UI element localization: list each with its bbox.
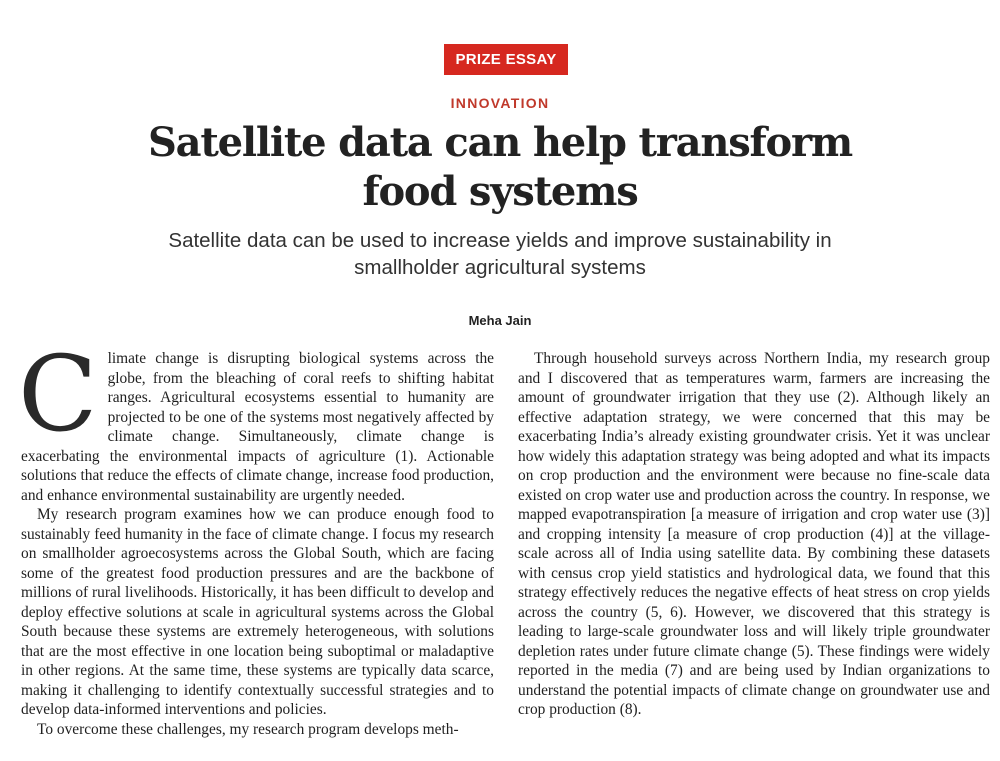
right-column	[518, 349, 990, 720]
paragraph-3: To overcome these challenges, my research program develops meth-	[37, 720, 459, 738]
paragraph-2: My research program examines how we can produce enough food to sustainably feed humanity in the face of climate change. I focus my research on smallholder agroecosystems across the Global South, which are facing some of the greatest food production pressures and are the backbone of millions of rural livelihoods. Historically, it has been difficult to develop and deploy effective solutions at scale in agricultural systems across the Global South because these systems are extremely heterogeneous, with solutions that are the most effective in one location being suboptimal or maladaptive in other regions. At the same time, these systems are typically data scarce, making it challenging to identify contextually successful strategies and to develop data-informed interventions and policies.	[21, 506, 494, 718]
paragraph-1-text: limate change is disrupting biological systems across the globe, from the bleaching of coral reefs to shifting habitat ranges. Agricultural ecosystems essential to humanity are projected to be one of the systems most negatively affected by climate change. Simultaneously, climate change is exacerbating the environmental impacts of agriculture (1). Actionable solutions that reduce the effects of climate change, increase food production, and enhance environmental sustainability are urgently needed.	[21, 350, 494, 504]
prize-essay-badge: PRIZE ESSAY	[444, 44, 568, 75]
section-label: INNOVATION	[450, 95, 550, 111]
left-column	[18, 333, 494, 739]
article-title: Satellite data can help transform food systems	[147, 119, 853, 215]
paragraph-4: Through household surveys across Northern India, my research group and I discovered that as temperatures warm, farmers are increasing the amount of groundwater irrigation that they use (2). Although likely an effective adaptation strategy, we were concerned that this may be exacerbating India’s already existing groundwater crisis. Yet it was unclear how widely this adaptation strategy was being adopted and what its impacts on crop production and the environment were because no fine-scale data existed on crop water use and production across the country. In response, we mapped evapotranspiration [a measure of irrigation and crop water use (3)] and cropping intensity [a measure of crop production (4)] at the village-scale across all of India using satellite data. By combining these datasets with census crop yield statistics and hydrological data, we found that this strategy effectively reduces the negative effects of heat stress on crop yields across the country (5, 6). However, we discovered that this strategy is leading to large-scale groundwater loss and will likely triple groundwater depletion rates under future climate change (5). These findings were widely reported in the media (7) and are being used by Indian organizations to understand the potential impacts of climate change on groundwater use and crop production (8).	[518, 350, 990, 718]
drop-cap: C	[18, 333, 98, 455]
author-name: Meha Jain	[468, 313, 532, 328]
paragraph-1	[18, 333, 494, 505]
article-subtitle: Satellite data can be used to increase yields and improve sustainability in smallholder agricultural systems	[168, 229, 832, 279]
